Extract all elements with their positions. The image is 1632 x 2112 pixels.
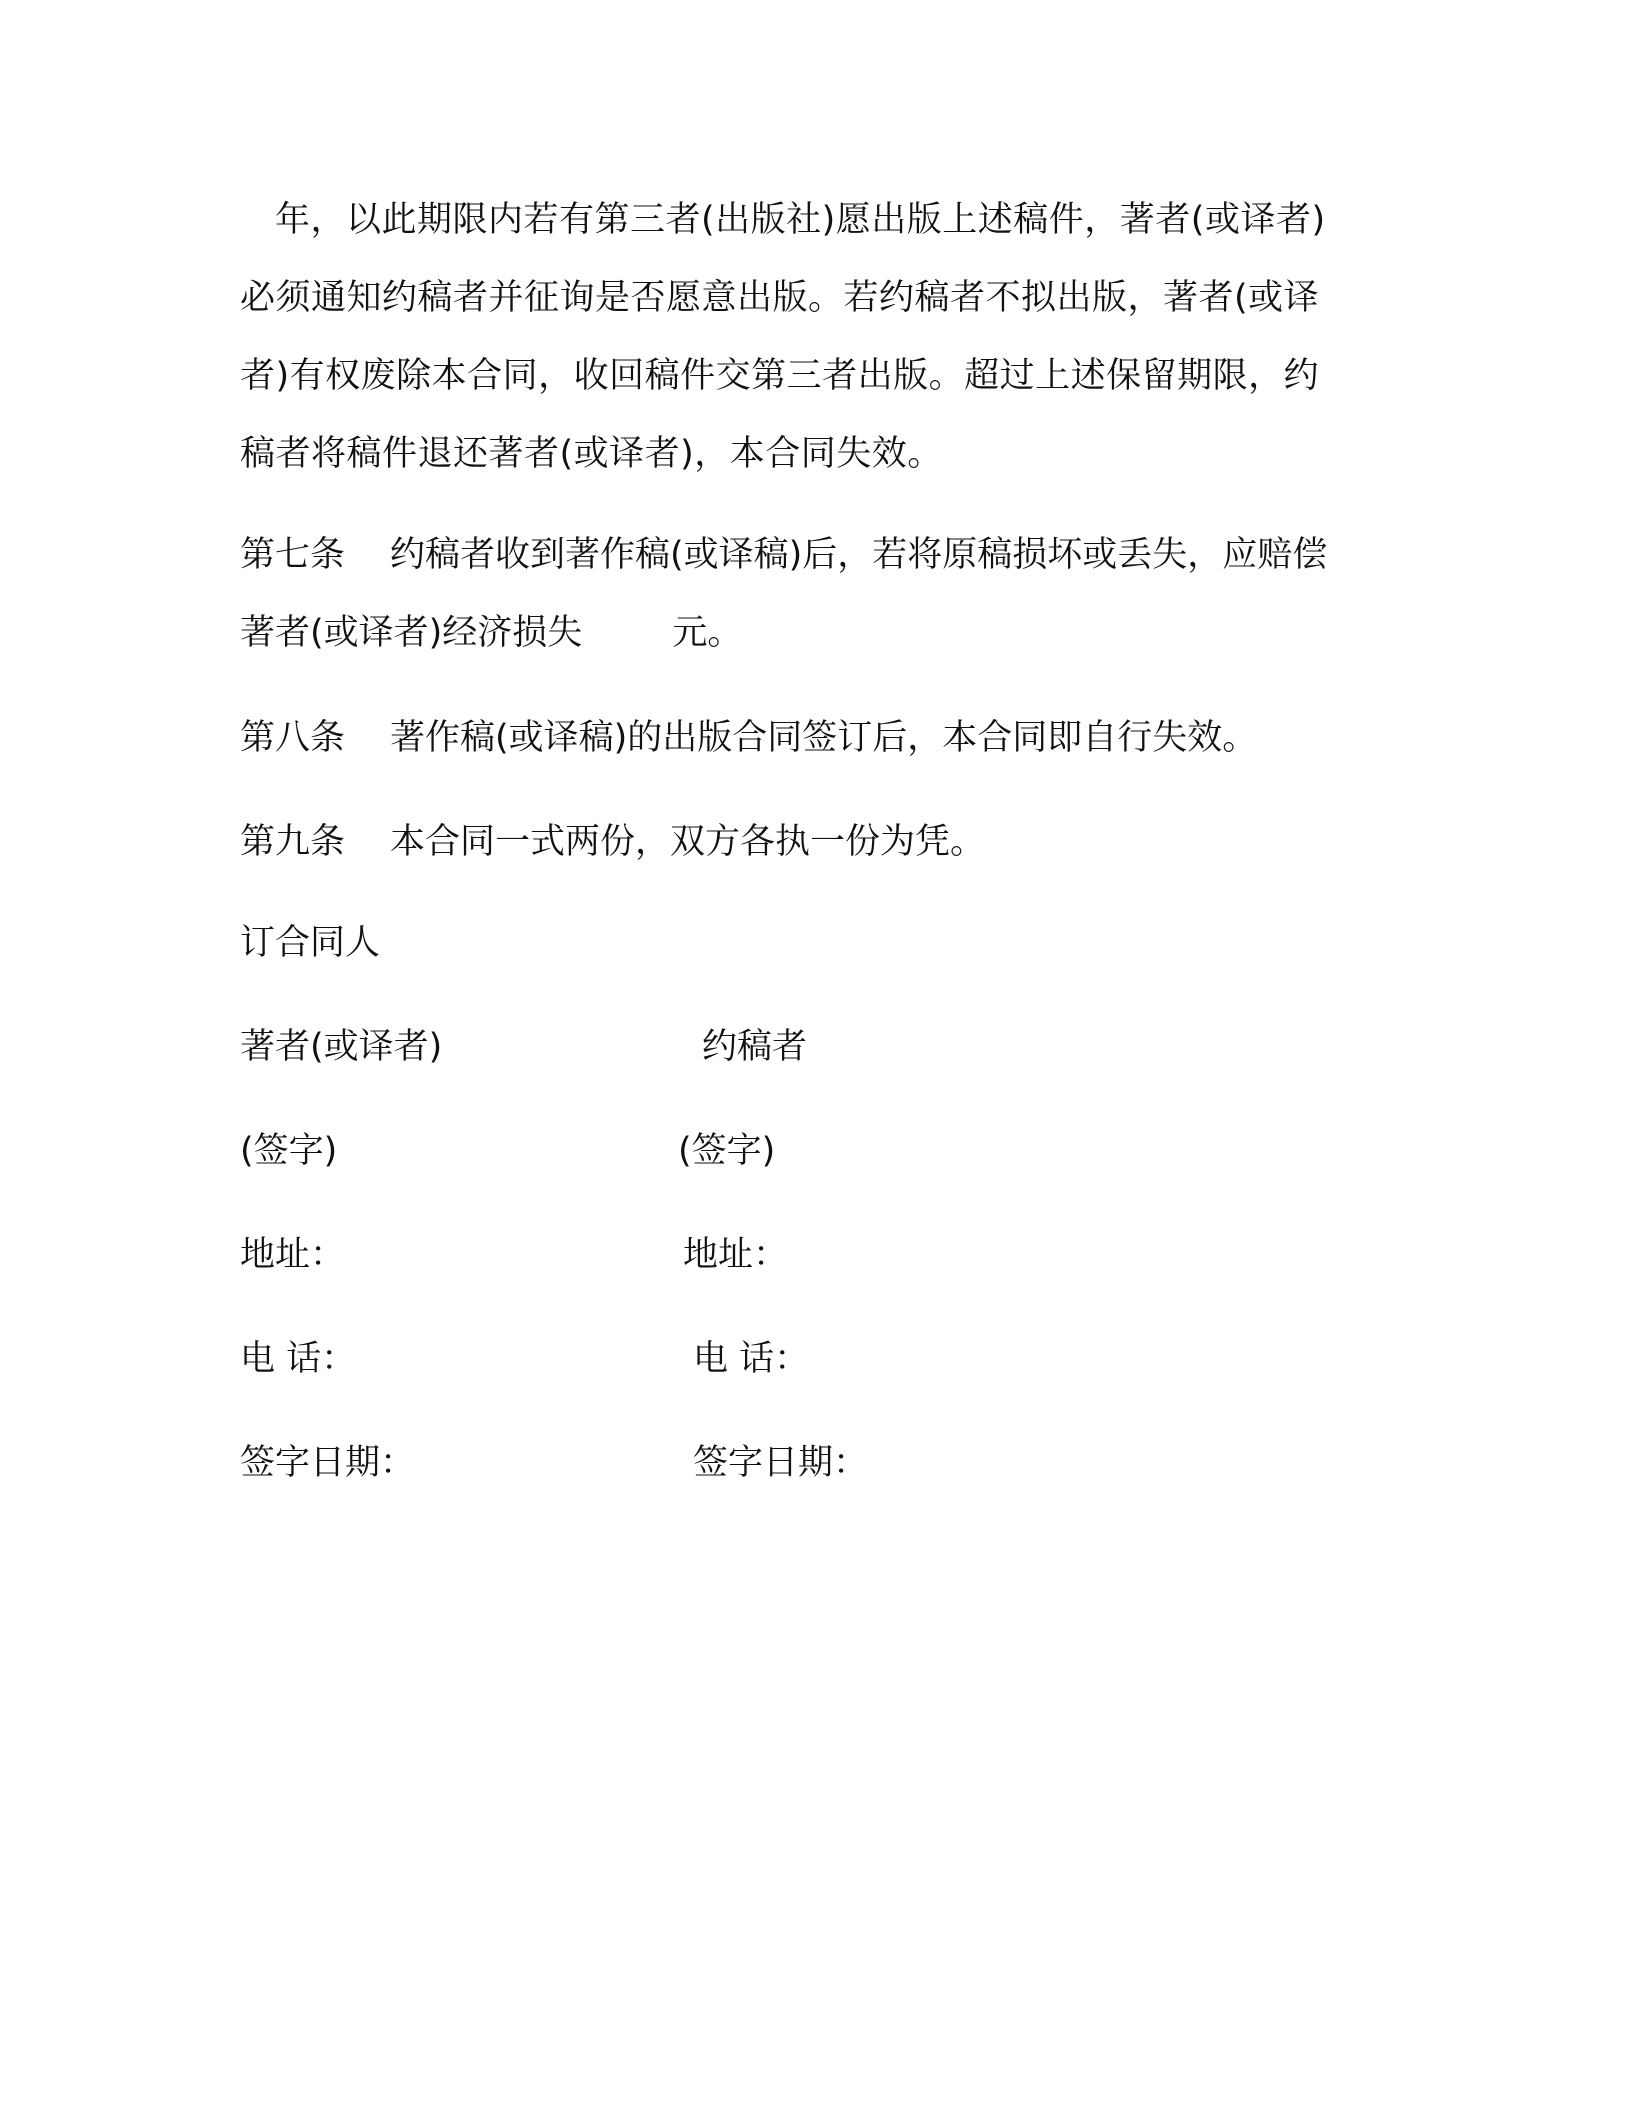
continuation-paragraph [240,181,1400,493]
article-text: 约稿者收到著作稿(或译稿)后，若将原稿损坏或丢失，应赔偿 [390,535,1328,575]
article-number: 第七条 [240,535,346,575]
article-text: 元。 [672,613,743,653]
paragraph-line: 稿者将稿件退还著者(或译者)，本合同失效。 [240,434,943,474]
article-7-continued [240,608,742,658]
article-text: 本合同一式两份，双方各执一份为凭。 [390,822,986,862]
article-text: 著者(或译者)经济损失 [240,613,583,653]
signature-row-phone [240,1334,1140,1384]
author-date-label: 签字日期： [240,1443,416,1483]
article-7 [240,530,1327,580]
commissioner-date-label: 签字日期： [693,1443,869,1483]
author-address-label: 地址： [240,1235,346,1275]
commissioner-address-label: 地址： [683,1235,789,1275]
paragraph-line: 必须通知约稿者并征询是否愿意出版。若约稿者不拟出版，著者(或译 [240,278,1320,318]
signature-heading: 订合同人 [240,923,381,963]
signature-row-sign [240,1126,1140,1176]
commissioner-label: 约稿者 [702,1027,808,1067]
signature-row-date [240,1438,1140,1488]
paragraph-line: 者)有权废除本合同，收回稿件交第三者出版。超过上述保留期限，约 [240,356,1320,396]
commissioner-signature-label: (签字) [678,1131,776,1171]
article-number: 第八条 [240,718,346,758]
author-signature-label: (签字) [240,1131,338,1171]
paragraph-line: 年，以此期限内若有第三者(出版社)愿出版上述稿件，著者(或译者) [275,200,1326,240]
signature-row-address [240,1230,1140,1280]
author-label: 著者(或译者) [240,1027,443,1067]
article-number: 第九条 [240,822,346,862]
article-text: 著作稿(或译稿)的出版合同签订后，本合同即自行失效。 [390,718,1258,758]
author-phone-label: 电 话： [240,1339,357,1379]
commissioner-phone-label: 电 话： [693,1339,810,1379]
signature-row-parties [240,1022,1140,1072]
article-9 [240,817,985,867]
article-8 [240,713,1257,763]
